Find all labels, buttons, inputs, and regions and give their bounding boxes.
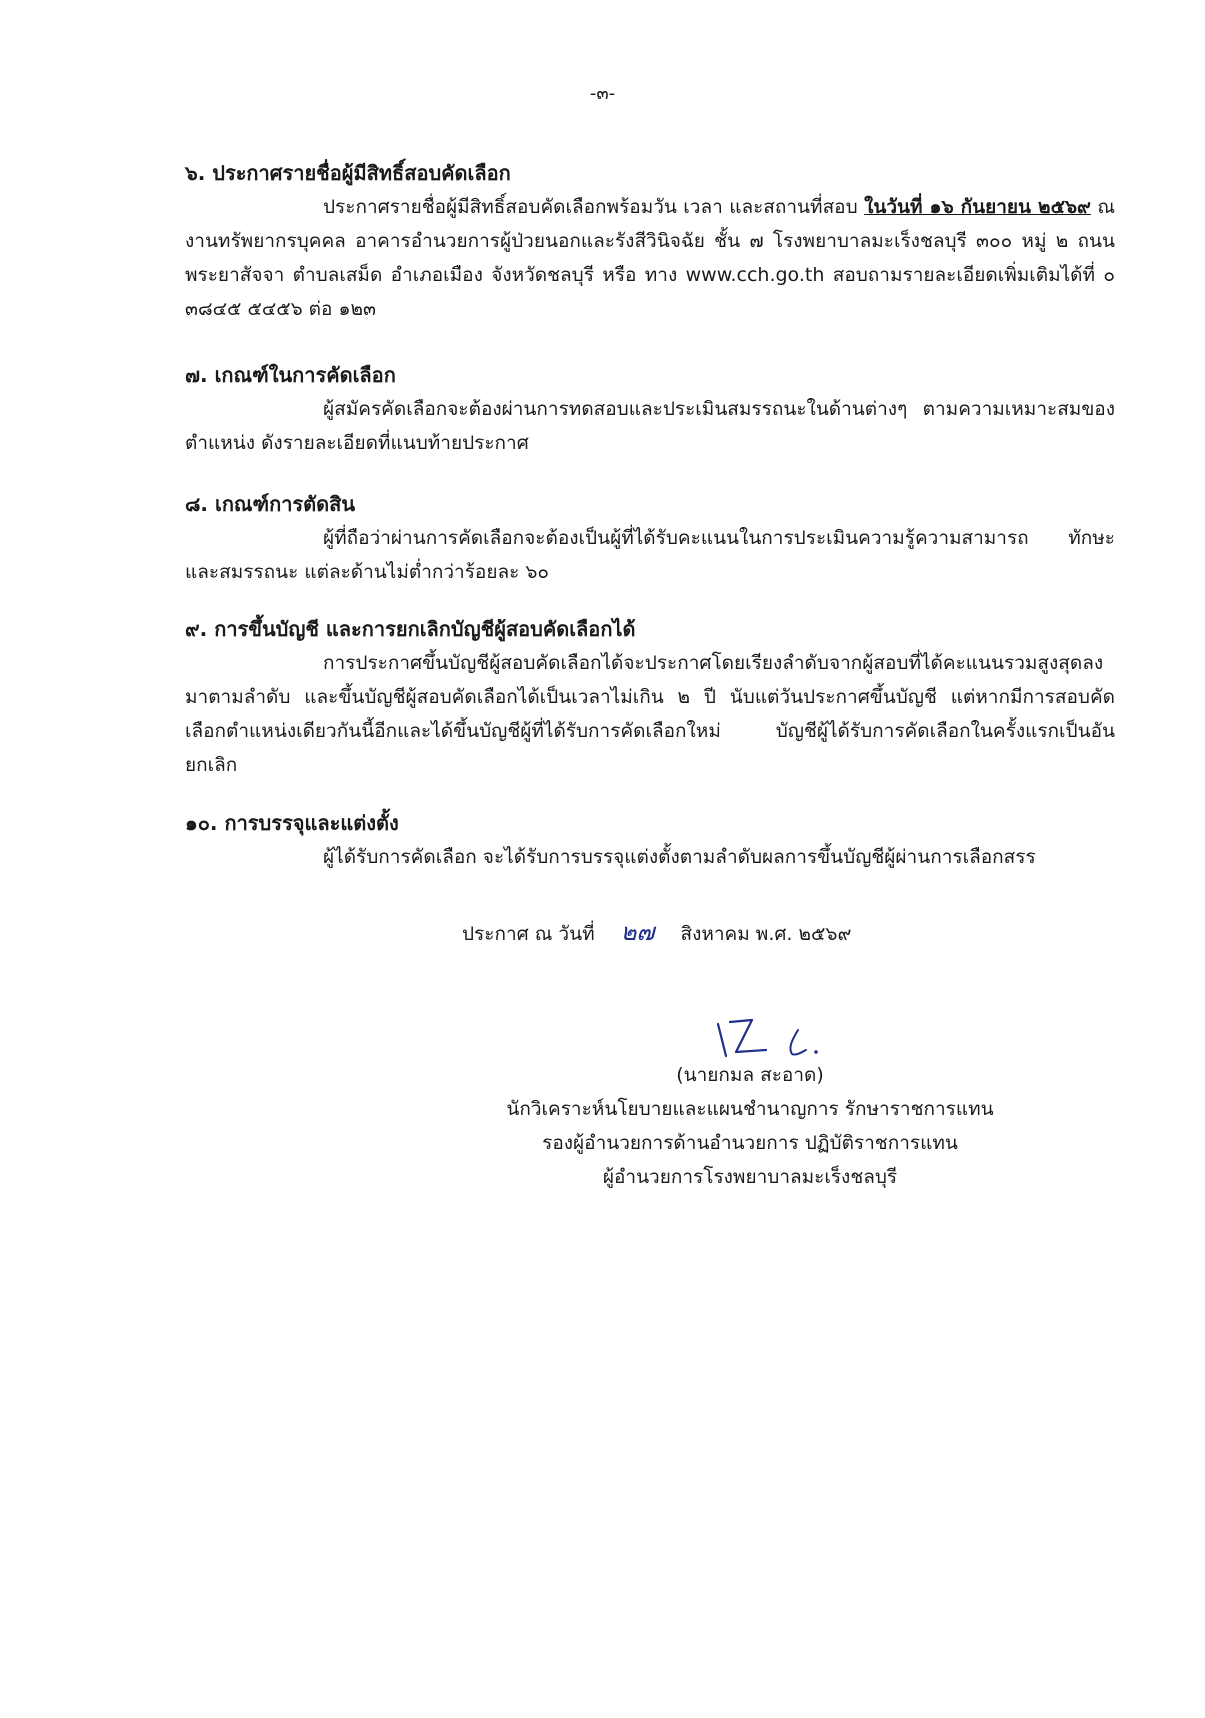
announcement-date bbox=[462, 912, 851, 951]
section-7 bbox=[185, 358, 1115, 460]
section-rest-text: ณ งานทรัพยากรบุคคล อาคารอำนวยการผู้ป่วยนอกและรังสีวินิจฉัย ชั้น ๗ โรงพยาบาลมะเร็งชลบุรี ๓๐๐ หมู่ ๒ ถนนพระยาสัจจา ตำบลเสม็ด อำเภอเมือง จังหวัดชลบุรี หรือ ทาง www.cch.go.th สอบถามรายละเอียดเพิ่มเติมได้ที่ ๐ ๓๘๔๕ ๕๔๕๖ ต่อ ๑๒๓ bbox=[185, 196, 1115, 320]
section-body bbox=[185, 190, 1115, 326]
announcement-month-year: สิงหาคม พ.ศ. ๒๕๖๙ bbox=[680, 923, 852, 945]
section-heading: ๙. การขึ้นบัญชี และการยกเลิกบัญชีผู้สอบคัดเลือกได้ bbox=[185, 617, 636, 641]
section-heading: ๗. เกณฑ์ในการคัดเลือก bbox=[185, 363, 396, 387]
signature-image bbox=[712, 1012, 832, 1062]
signatory-position-3: ผู้อำนวยการโรงพยาบาลมะเร็งชลบุรี bbox=[602, 1166, 898, 1188]
section-heading: ๖. ประกาศรายชื่อผู้มีสิทธิ์สอบคัดเลือก bbox=[185, 161, 511, 185]
section-heading: ๑๐. การบรรจุและแต่งตั้ง bbox=[185, 811, 399, 835]
signatory-position-1: นักวิเคราะห์นโยบายและแผนชำนาญการ รักษาราชการแทน bbox=[506, 1098, 994, 1120]
signatory-name: (นายกมล สะอาด) bbox=[676, 1064, 824, 1086]
section-body: ผู้ได้รับการคัดเลือก จะได้รับการบรรจุแต่งตั้งตามลำดับผลการขึ้นบัญชีผู้ผ่านการเลือกสรร bbox=[323, 846, 1036, 868]
exam-date-emphasis: ในวันที่ ๑๖ กันยายน ๒๕๖๙ bbox=[864, 196, 1091, 218]
section-6 bbox=[185, 156, 1115, 326]
section-body: ผู้สมัครคัดเลือกจะต้องผ่านการทดสอบและประเมินสมรรถนะในด้านต่างๆ ตามความเหมาะสมของตำแหน่ง ดังรายละเอียดที่แนบท้ายประกาศ bbox=[185, 398, 1115, 454]
section-heading: ๘. เกณฑ์การตัดสิน bbox=[185, 492, 356, 516]
section-body: ผู้ที่ถือว่าผ่านการคัดเลือกจะต้องเป็นผู้ที่ได้รับคะแนนในการประเมินความรู้ความสามารถ ทักษะ และสมรรถนะ แต่ละด้านไม่ต่ำกว่าร้อยละ ๖๐ bbox=[185, 527, 1115, 583]
section-10 bbox=[185, 806, 1115, 874]
signatory-block bbox=[440, 1058, 1060, 1194]
section-8 bbox=[185, 487, 1115, 589]
page-number: -๓- bbox=[589, 83, 616, 104]
signatory-position-2: รองผู้อำนวยการด้านอำนวยการ ปฏิบัติราชการแทน bbox=[542, 1132, 958, 1154]
section-body: การประกาศขึ้นบัญชีผู้สอบคัดเลือกได้จะประกาศโดยเรียงลำดับจากผู้สอบที่ได้คะแนนรวมสูงสุดลงมาตามลำดับ และขึ้นบัญชีผู้สอบคัดเลือกได้เป็นเวลาไม่เกิน ๒ ปี นับแต่วันประกาศขึ้นบัญชี แต่หากมีการสอบคัดเลือกตำแหน่งเดียวกันนี้อีกและได้ขึ้นบัญชีผู้ที่ได้รับการคัดเลือกใหม่ บัญชีผู้ได้รับการคัดเลือกในครั้งแรกเป็นอันยกเลิก bbox=[185, 652, 1115, 776]
section-9 bbox=[185, 612, 1115, 782]
announcement-prefix: ประกาศ ณ วันที่ bbox=[462, 923, 595, 945]
handwritten-day: ๒๗ bbox=[620, 918, 655, 946]
section-lead-text: ประกาศรายชื่อผู้มีสิทธิ์สอบคัดเลือกพร้อมวัน เวลา และสถานที่สอบ bbox=[323, 196, 858, 218]
